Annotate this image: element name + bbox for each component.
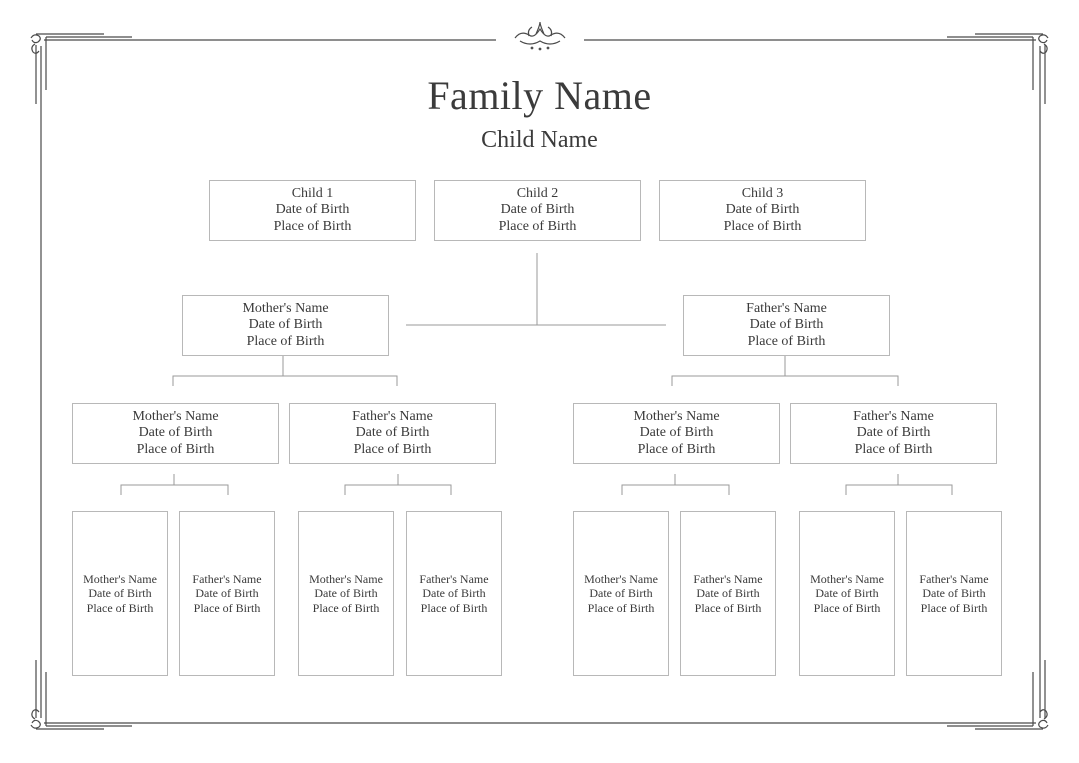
gp2-bracket [345, 474, 451, 495]
place-of-birth: Place of Birth [498, 218, 577, 234]
person-name: Father's Name [746, 300, 827, 316]
place-of-birth: Place of Birth [273, 218, 352, 234]
place-of-birth: Place of Birth [193, 600, 261, 615]
grandparent-box [289, 403, 496, 464]
family-name-title: Family Name [427, 73, 652, 118]
place-of-birth: Place of Birth [86, 600, 154, 615]
child-1-box [209, 180, 416, 241]
great-grandparent-box [906, 511, 1002, 676]
date-of-birth: Date of Birth [275, 202, 350, 218]
place-of-birth: Place of Birth [813, 600, 881, 615]
place-of-birth: Place of Birth [854, 441, 933, 457]
date-of-birth: Date of Birth [749, 317, 824, 333]
place-of-birth: Place of Birth [587, 600, 655, 615]
place-of-birth: Place of Birth [312, 600, 380, 615]
date-of-birth: Date of Birth [355, 425, 430, 441]
person-name: Mother's Name [242, 300, 329, 316]
father-box [683, 295, 890, 356]
child-name-subtitle: Child Name [481, 127, 598, 153]
great-grandparent-box [298, 511, 394, 676]
great-grandparent-box [179, 511, 275, 676]
grandparent-box [790, 403, 997, 464]
date-of-birth: Date of Birth [922, 586, 986, 601]
gp1-bracket [121, 474, 228, 495]
great-grandparent-box [799, 511, 895, 676]
date-of-birth: Date of Birth [88, 586, 152, 601]
person-name: Mother's Name [83, 571, 157, 586]
child-3-box [659, 180, 866, 241]
place-of-birth: Place of Birth [420, 600, 488, 615]
place-of-birth: Place of Birth [246, 333, 325, 349]
person-name: Father's Name [419, 571, 489, 586]
date-of-birth: Date of Birth [138, 425, 213, 441]
mother-parents-bracket [173, 356, 397, 386]
place-of-birth: Place of Birth [694, 600, 762, 615]
gp4-bracket [846, 474, 952, 495]
mother-box [182, 295, 389, 356]
great-grandparent-box [573, 511, 669, 676]
person-name: Mother's Name [309, 571, 383, 586]
date-of-birth: Date of Birth [422, 586, 486, 601]
date-of-birth: Date of Birth [248, 317, 323, 333]
date-of-birth: Date of Birth [639, 425, 714, 441]
great-grandparent-box [680, 511, 776, 676]
date-of-birth: Date of Birth [195, 586, 259, 601]
place-of-birth: Place of Birth [723, 218, 802, 234]
place-of-birth: Place of Birth [136, 441, 215, 457]
person-name: Mother's Name [584, 571, 658, 586]
place-of-birth: Place of Birth [353, 441, 432, 457]
person-name: Mother's Name [633, 408, 720, 424]
place-of-birth: Place of Birth [920, 600, 988, 615]
place-of-birth: Place of Birth [637, 441, 716, 457]
date-of-birth: Date of Birth [696, 586, 760, 601]
father-parents-bracket [672, 356, 898, 386]
date-of-birth: Date of Birth [815, 586, 879, 601]
person-name: Mother's Name [810, 571, 884, 586]
person-name: Child 3 [741, 185, 784, 201]
person-name: Child 2 [516, 185, 559, 201]
date-of-birth: Date of Birth [856, 425, 931, 441]
date-of-birth: Date of Birth [725, 202, 800, 218]
place-of-birth: Place of Birth [747, 333, 826, 349]
child-2-box [434, 180, 641, 241]
person-name: Child 1 [291, 185, 334, 201]
person-name: Mother's Name [132, 408, 219, 424]
person-name: Father's Name [853, 408, 934, 424]
great-grandparent-box [406, 511, 502, 676]
grandparent-box [573, 403, 780, 464]
date-of-birth: Date of Birth [589, 586, 653, 601]
person-name: Father's Name [192, 571, 262, 586]
gp3-bracket [622, 474, 729, 495]
person-name: Father's Name [352, 408, 433, 424]
great-grandparent-box [72, 511, 168, 676]
person-name: Father's Name [919, 571, 989, 586]
grandparent-box [72, 403, 279, 464]
date-of-birth: Date of Birth [500, 202, 575, 218]
person-name: Father's Name [693, 571, 763, 586]
date-of-birth: Date of Birth [314, 586, 378, 601]
